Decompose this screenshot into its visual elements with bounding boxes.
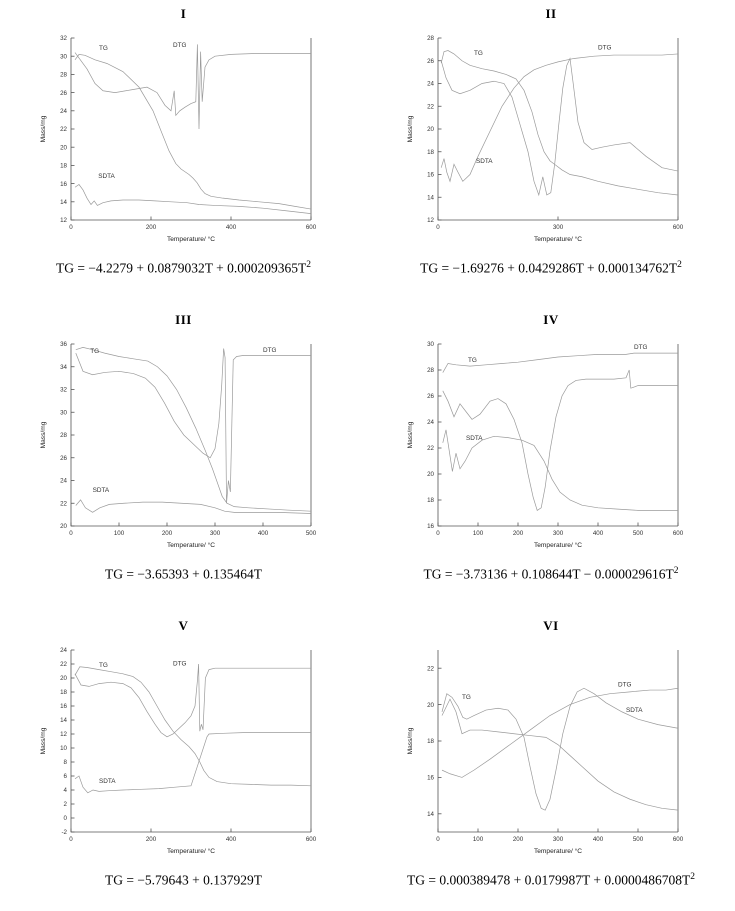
svg-text:2: 2 — [63, 801, 67, 809]
svg-text:0: 0 — [436, 836, 440, 843]
svg-text:600: 600 — [672, 530, 684, 537]
panel-title-IV: IV — [543, 312, 559, 327]
svg-text:24: 24 — [427, 80, 434, 88]
equation-text-IV: TG = −3.73136 + 0.108644T − 0.000029616T — [423, 566, 674, 582]
svg-text:26: 26 — [427, 57, 434, 65]
svg-text:20: 20 — [427, 471, 434, 479]
svg-text:DTG: DTG — [172, 42, 186, 50]
equation-text-VI: TG = 0.000389478 + 0.0179987T + 0.0000486708T — [407, 872, 691, 888]
svg-text:TG: TG — [468, 357, 477, 365]
svg-text:DTG: DTG — [172, 660, 186, 668]
svg-text:0: 0 — [436, 530, 440, 537]
svg-text:Mass/mg: Mass/mg — [39, 421, 47, 449]
svg-text:20: 20 — [59, 675, 67, 683]
svg-text:18: 18 — [427, 738, 434, 746]
svg-text:28: 28 — [427, 35, 434, 43]
svg-text:TG: TG — [462, 694, 471, 702]
svg-text:Mass/mg: Mass/mg — [407, 421, 414, 449]
svg-text:8: 8 — [63, 759, 67, 767]
svg-text:14: 14 — [59, 717, 67, 725]
svg-text:-2: -2 — [60, 829, 67, 837]
svg-text:SDTA: SDTA — [97, 173, 115, 181]
svg-text:12: 12 — [427, 217, 434, 225]
svg-text:16: 16 — [427, 774, 434, 782]
svg-text:12: 12 — [59, 217, 67, 225]
svg-text:26: 26 — [59, 89, 67, 97]
chart-II — [386, 24, 716, 254]
svg-text:32: 32 — [59, 35, 67, 43]
chart-VI — [386, 636, 716, 866]
svg-text:DTG: DTG — [598, 44, 612, 52]
svg-text:SDTA: SDTA — [98, 778, 116, 785]
chart-I — [19, 24, 349, 254]
panel-V — [0, 612, 367, 911]
svg-text:16: 16 — [59, 180, 67, 188]
svg-text:100: 100 — [472, 530, 484, 537]
svg-text:0: 0 — [436, 224, 440, 231]
svg-text:4: 4 — [63, 787, 67, 795]
plot-wrap-VI — [367, 636, 735, 866]
svg-text:18: 18 — [427, 148, 434, 156]
svg-text:20: 20 — [427, 126, 434, 134]
svg-text:24: 24 — [59, 477, 67, 485]
svg-text:28: 28 — [59, 71, 67, 79]
svg-text:30: 30 — [427, 341, 434, 349]
svg-text:Temperature/ °C: Temperature/ °C — [166, 848, 215, 855]
svg-text:14: 14 — [427, 194, 434, 202]
svg-text:500: 500 — [632, 530, 644, 537]
svg-text:TG: TG — [474, 50, 483, 58]
svg-text:0: 0 — [68, 836, 73, 843]
svg-text:Temperature/ °C: Temperature/ °C — [533, 542, 583, 549]
svg-text:300: 300 — [552, 530, 564, 537]
svg-text:DTG: DTG — [262, 346, 276, 354]
svg-text:600: 600 — [305, 224, 316, 231]
svg-text:200: 200 — [161, 530, 172, 537]
svg-text:400: 400 — [225, 224, 236, 231]
plot-wrap-I — [0, 24, 367, 254]
svg-text:30: 30 — [59, 409, 67, 417]
svg-text:TG: TG — [89, 348, 99, 356]
equation-text-V: TG = −5.79643 + 0.137929T — [104, 872, 263, 888]
svg-text:0: 0 — [68, 530, 73, 537]
svg-text:28: 28 — [59, 432, 67, 440]
svg-text:DTG: DTG — [618, 681, 632, 689]
svg-text:24: 24 — [427, 419, 434, 427]
svg-text:28: 28 — [427, 367, 434, 375]
svg-text:TG: TG — [98, 661, 108, 669]
svg-text:6: 6 — [63, 773, 67, 781]
svg-text:200: 200 — [512, 836, 524, 843]
panel-title-V: V — [178, 618, 189, 633]
panel-VI — [367, 612, 735, 911]
svg-text:400: 400 — [592, 530, 604, 537]
svg-text:22: 22 — [59, 126, 67, 134]
svg-text:18: 18 — [59, 689, 67, 697]
equation-III — [0, 566, 367, 583]
plot-wrap-IV — [367, 330, 735, 560]
svg-text:Temperature/ °C: Temperature/ °C — [166, 542, 215, 549]
svg-text:16: 16 — [59, 703, 67, 711]
svg-text:Mass/mg: Mass/mg — [407, 727, 414, 755]
svg-text:200: 200 — [512, 530, 524, 537]
svg-text:TG: TG — [98, 44, 108, 52]
svg-text:20: 20 — [427, 701, 434, 709]
svg-text:500: 500 — [632, 836, 644, 843]
equation-text-I: TG = −4.2279 + 0.0879032T + 0.000209365T — [55, 260, 307, 276]
svg-text:200: 200 — [145, 836, 156, 843]
panel-title-VI: VI — [543, 618, 559, 633]
svg-text:SDTA: SDTA — [476, 158, 493, 166]
equation-VI — [367, 872, 735, 889]
svg-text:500: 500 — [305, 530, 316, 537]
svg-text:Temperature/ °C: Temperature/ °C — [166, 236, 215, 243]
svg-text:400: 400 — [257, 530, 268, 537]
chart-III — [19, 330, 349, 560]
svg-text:0: 0 — [68, 224, 73, 231]
equation-exp-II: 2 — [677, 260, 682, 270]
equation-exp-I: 2 — [306, 260, 312, 270]
equation-text-II: TG = −1.69276 + 0.0429286T + 0.000134762T — [420, 260, 678, 276]
chart-IV — [386, 330, 716, 560]
svg-text:0: 0 — [63, 815, 67, 823]
svg-text:300: 300 — [552, 836, 564, 843]
svg-text:Mass/mg: Mass/mg — [407, 115, 414, 143]
plot-wrap-V — [0, 636, 367, 866]
panel-III — [0, 306, 367, 612]
svg-text:16: 16 — [427, 171, 434, 179]
svg-text:36: 36 — [59, 341, 67, 349]
svg-text:600: 600 — [672, 224, 684, 231]
svg-text:SDTA: SDTA — [92, 486, 109, 494]
svg-text:300: 300 — [209, 530, 220, 537]
equation-V — [0, 872, 367, 889]
svg-text:24: 24 — [59, 108, 67, 115]
svg-text:16: 16 — [427, 523, 434, 531]
equation-exp-VI: 2 — [690, 872, 695, 882]
svg-text:18: 18 — [59, 162, 67, 170]
svg-text:22: 22 — [427, 445, 434, 453]
svg-text:34: 34 — [59, 363, 67, 371]
svg-text:30: 30 — [59, 53, 67, 61]
svg-text:400: 400 — [225, 836, 236, 843]
svg-text:18: 18 — [427, 497, 434, 505]
svg-text:14: 14 — [427, 811, 434, 818]
panel-title-III: III — [175, 312, 192, 327]
equation-IV — [367, 566, 735, 583]
svg-text:100: 100 — [472, 836, 484, 843]
panel-I — [0, 0, 367, 306]
svg-text:DTG: DTG — [634, 344, 648, 352]
svg-text:SDTA: SDTA — [466, 435, 483, 443]
svg-text:26: 26 — [427, 393, 434, 401]
svg-text:22: 22 — [427, 103, 434, 111]
svg-text:22: 22 — [59, 500, 67, 508]
svg-text:32: 32 — [59, 386, 67, 394]
plot-wrap-III — [0, 330, 367, 560]
panel-title-II: II — [545, 6, 557, 21]
svg-text:14: 14 — [59, 199, 67, 206]
svg-text:600: 600 — [672, 836, 684, 843]
svg-text:SDTA: SDTA — [626, 706, 643, 714]
equation-text-III: TG = −3.65393 + 0.135464T — [104, 566, 263, 582]
svg-text:Temperature/ °C: Temperature/ °C — [533, 236, 583, 243]
svg-text:26: 26 — [59, 454, 67, 462]
plot-wrap-II — [367, 24, 735, 254]
panel-title-I: I — [180, 6, 187, 21]
svg-text:400: 400 — [592, 836, 604, 843]
equation-I — [0, 260, 367, 277]
svg-text:Temperature/ °C: Temperature/ °C — [533, 848, 583, 855]
svg-text:200: 200 — [145, 224, 156, 231]
svg-text:100: 100 — [113, 530, 124, 537]
svg-text:Mass/mg: Mass/mg — [39, 727, 47, 755]
svg-text:300: 300 — [552, 224, 564, 231]
svg-text:12: 12 — [59, 731, 67, 739]
svg-text:20: 20 — [59, 523, 67, 531]
svg-text:600: 600 — [305, 836, 316, 843]
equation-II — [367, 260, 735, 277]
svg-text:Mass/mg: Mass/mg — [39, 115, 47, 143]
equation-exp-IV: 2 — [673, 566, 679, 576]
svg-text:20: 20 — [59, 144, 67, 152]
svg-text:22: 22 — [427, 665, 434, 673]
panel-II — [367, 0, 735, 306]
svg-text:22: 22 — [59, 661, 67, 669]
chart-V — [19, 636, 349, 866]
panel-IV — [367, 306, 735, 612]
svg-text:24: 24 — [59, 647, 67, 655]
svg-text:10: 10 — [59, 745, 67, 753]
